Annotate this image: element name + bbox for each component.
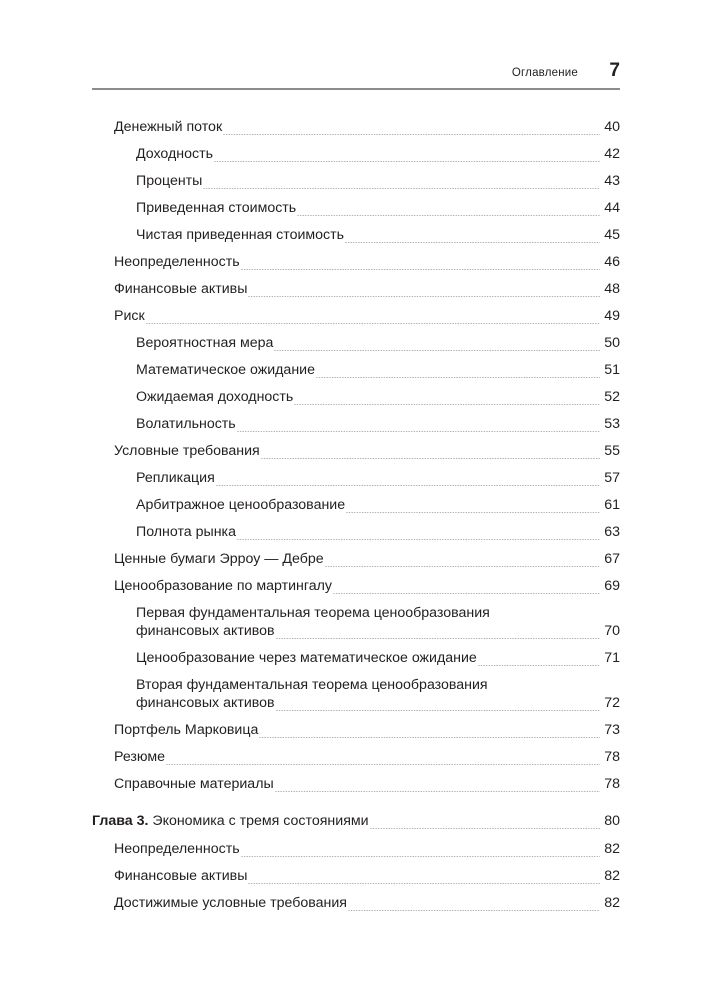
toc-entry-label: Ценообразование через математическое ожидание — [136, 650, 477, 666]
toc-page-number: 50 — [604, 335, 620, 351]
toc-page-number: 48 — [604, 281, 620, 297]
toc-entry-label: Справочные материалы — [114, 776, 274, 792]
toc-entry[interactable] — [92, 253, 620, 271]
chapter-title: Экономика с тремя состояниями — [148, 813, 369, 829]
toc-page-number: 42 — [604, 146, 620, 162]
toc-entry-label: Вероятностная мера — [136, 335, 274, 351]
leader-dots — [248, 871, 600, 884]
toc-entry[interactable] — [92, 388, 620, 406]
toc-entry[interactable] — [92, 748, 620, 766]
toc-entry-label: Арбитражное ценообразование — [136, 497, 346, 513]
toc-page-number: 45 — [604, 227, 620, 243]
toc-page-number: 82 — [604, 868, 620, 884]
page-folio-number: 7 — [609, 60, 620, 81]
toc-entry[interactable] — [92, 118, 620, 136]
toc-entry[interactable] — [92, 721, 620, 739]
leader-dots — [237, 419, 600, 432]
toc-page-number: 67 — [604, 551, 620, 567]
toc-page-number: 63 — [604, 524, 620, 540]
leader-dots — [248, 284, 600, 297]
toc-page-number: 46 — [604, 254, 620, 270]
toc-entry-label: Доходность — [136, 146, 213, 162]
leader-dots — [259, 725, 600, 738]
toc-entry[interactable] — [92, 577, 620, 595]
toc-entry-label-line1: Первая фундаментальная теорема ценообразования — [136, 605, 490, 621]
toc-page-number: 80 — [604, 813, 620, 829]
toc-entry[interactable] — [92, 523, 620, 541]
leader-dots — [276, 626, 600, 639]
chapter-label: Глава 3. — [92, 813, 149, 829]
toc-entry[interactable] — [92, 280, 620, 298]
leader-dots — [478, 653, 600, 666]
leader-dots — [223, 122, 600, 135]
toc-page-number: 44 — [604, 200, 620, 216]
toc-entry-label-line2: финансовых активов — [136, 623, 275, 639]
leader-dots — [261, 446, 600, 459]
toc-entry[interactable] — [92, 894, 620, 912]
header-divider-rule — [92, 88, 620, 90]
toc-page-number: 78 — [604, 776, 620, 792]
toc-page-number: 57 — [604, 470, 620, 486]
toc-page-number: 82 — [604, 841, 620, 857]
toc-entry-label: Неопределенность — [114, 841, 240, 857]
toc-entry[interactable] — [92, 226, 620, 244]
leader-dots — [346, 500, 600, 513]
toc-entry-label: Ценообразование по мартингалу — [114, 578, 332, 594]
leader-dots — [166, 752, 600, 765]
toc-entry[interactable] — [92, 172, 620, 190]
running-head-title: Оглавление — [511, 67, 578, 79]
toc-entry-label: Приведенная стоимость — [136, 200, 297, 216]
toc-page-number: 51 — [604, 362, 620, 378]
leader-dots — [348, 898, 600, 911]
toc-entry[interactable] — [92, 550, 620, 568]
toc-entry[interactable] — [92, 469, 620, 487]
leader-dots — [345, 230, 600, 243]
toc-page-number: 40 — [604, 119, 620, 135]
toc-entry-label: Репликация — [136, 470, 215, 486]
toc-entry[interactable] — [92, 442, 620, 460]
toc-entry[interactable] — [92, 867, 620, 885]
toc-page-number: 82 — [604, 895, 620, 911]
leader-dots — [325, 554, 600, 567]
toc-page-number: 71 — [604, 650, 620, 666]
toc-entry-label: Риск — [114, 308, 145, 324]
leader-dots — [146, 311, 600, 324]
toc-entry[interactable] — [92, 649, 620, 667]
toc-entry-label — [92, 812, 369, 830]
toc-entry-label-line2: финансовых активов — [136, 695, 275, 711]
leader-dots — [316, 365, 600, 378]
toc-entry[interactable] — [92, 307, 620, 325]
leader-dots — [333, 581, 600, 594]
toc-entry-label: Чистая приведенная стоимость — [136, 227, 345, 243]
toc-page-number: 61 — [604, 497, 620, 513]
toc-entry-label: Ценные бумаги Эрроу — Дебре — [114, 551, 324, 567]
leader-dots — [370, 816, 600, 829]
leader-dots — [216, 473, 600, 486]
toc-entry-label-line1: Вторая фундаментальная теорема ценообразования — [136, 677, 488, 693]
toc-chapter-entry[interactable] — [92, 812, 620, 830]
toc-entry-label: Достижимые условные требования — [114, 895, 347, 911]
toc-entry[interactable] — [92, 415, 620, 433]
toc-entry[interactable] — [92, 775, 620, 793]
toc-entry-label: Волатильность — [136, 416, 236, 432]
toc-entry[interactable] — [92, 676, 620, 712]
leader-dots — [241, 844, 600, 857]
toc-entry[interactable] — [92, 199, 620, 217]
toc-entry-label: Денежный поток — [114, 119, 223, 135]
toc-entry-label: Резюме — [114, 749, 166, 765]
toc-page-number: 52 — [604, 389, 620, 405]
toc-entry-label: Условные требования — [114, 443, 260, 459]
toc-entry[interactable] — [92, 145, 620, 163]
leader-dots — [214, 149, 600, 162]
toc-entry[interactable] — [92, 334, 620, 352]
toc-entry[interactable] — [92, 840, 620, 858]
toc-entry-label: Неопределенность — [114, 254, 240, 270]
toc-entry-label: Полнота рынка — [136, 524, 236, 540]
toc-page-number: 69 — [604, 578, 620, 594]
toc-entry[interactable] — [92, 361, 620, 379]
leader-dots — [237, 527, 600, 540]
toc-entry-label: Ожидаемая доходность — [136, 389, 294, 405]
leader-dots — [297, 203, 600, 216]
toc-page-number: 78 — [604, 749, 620, 765]
toc-entry-label: Проценты — [136, 173, 203, 189]
leader-dots — [274, 338, 600, 351]
toc-page-number: 43 — [604, 173, 620, 189]
toc-entry-label: Финансовые активы — [114, 868, 248, 884]
leader-dots — [241, 257, 600, 270]
toc-entry[interactable] — [92, 496, 620, 514]
toc-entry-label: Математическое ожидание — [136, 362, 315, 378]
toc-page-number: 70 — [604, 623, 620, 639]
table-of-contents-list — [92, 118, 620, 921]
toc-page-number: 73 — [604, 722, 620, 738]
leader-dots — [294, 392, 600, 405]
toc-page-number: 55 — [604, 443, 620, 459]
leader-dots — [203, 176, 600, 189]
leader-dots — [276, 698, 600, 711]
toc-entry-label: Финансовые активы — [114, 281, 248, 297]
leader-dots — [275, 779, 600, 792]
toc-entry[interactable] — [92, 604, 620, 640]
toc-page-number: 72 — [604, 695, 620, 711]
toc-page-number: 49 — [604, 308, 620, 324]
toc-entry-label: Портфель Марковица — [114, 722, 259, 738]
running-head — [92, 60, 620, 82]
toc-page-number: 53 — [604, 416, 620, 432]
